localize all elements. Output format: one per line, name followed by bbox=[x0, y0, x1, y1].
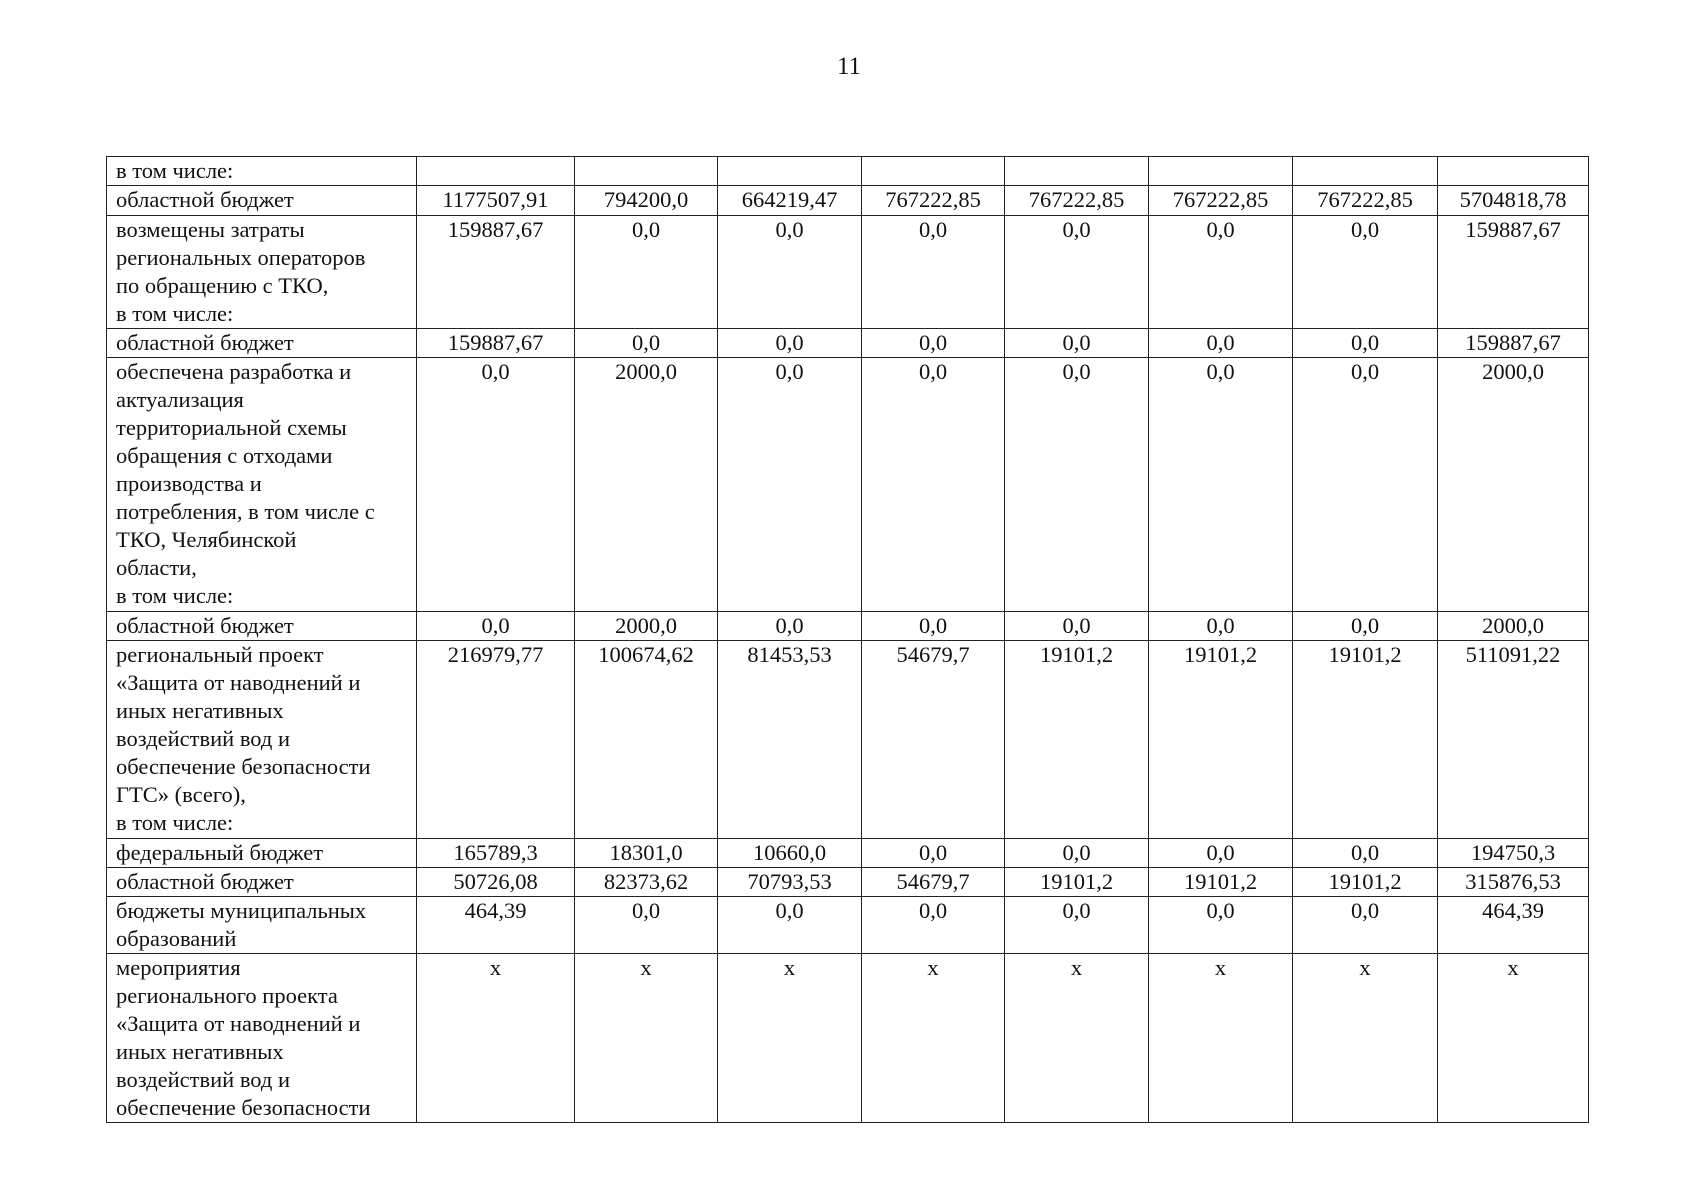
value-cell: 767222,85 bbox=[1005, 186, 1149, 216]
value-cell: 0,0 bbox=[575, 216, 718, 329]
value-cell: 0,0 bbox=[718, 612, 862, 641]
value-cell: 19101,2 bbox=[1005, 641, 1149, 839]
value-cell: 159887,67 bbox=[417, 329, 575, 358]
value-cell: 0,0 bbox=[1293, 897, 1438, 954]
value-cell: 0,0 bbox=[1005, 216, 1149, 329]
value-cell bbox=[862, 157, 1005, 186]
value-cell: 0,0 bbox=[1293, 358, 1438, 612]
row-label-cell: бюджеты муниципальных образований bbox=[107, 897, 417, 954]
row-label-cell: мероприятия регионального проекта «Защита от наводнений и иных негативных воздействий вод и обеспечение безопасности bbox=[107, 954, 417, 1123]
value-cell: 0,0 bbox=[417, 358, 575, 612]
budget-table-body bbox=[107, 157, 1589, 1123]
value-cell: 54679,7 bbox=[862, 641, 1005, 839]
value-cell: x bbox=[1005, 954, 1149, 1123]
value-cell: 0,0 bbox=[718, 216, 862, 329]
value-cell: 0,0 bbox=[1149, 358, 1293, 612]
value-cell: 464,39 bbox=[1438, 897, 1589, 954]
row-label-cell: областной бюджет bbox=[107, 868, 417, 897]
value-cell: 19101,2 bbox=[1293, 868, 1438, 897]
row-label-cell: областной бюджет bbox=[107, 612, 417, 641]
value-cell: 0,0 bbox=[575, 329, 718, 358]
value-cell: 0,0 bbox=[862, 612, 1005, 641]
value-cell: 50726,08 bbox=[417, 868, 575, 897]
value-cell: x bbox=[718, 954, 862, 1123]
value-cell: 82373,62 bbox=[575, 868, 718, 897]
value-cell: 2000,0 bbox=[575, 358, 718, 612]
value-cell bbox=[575, 157, 718, 186]
value-cell: 0,0 bbox=[1149, 839, 1293, 868]
value-cell: 194750,3 bbox=[1438, 839, 1589, 868]
value-cell: 0,0 bbox=[862, 216, 1005, 329]
value-cell: 664219,47 bbox=[718, 186, 862, 216]
value-cell: 0,0 bbox=[575, 897, 718, 954]
value-cell: 0,0 bbox=[718, 329, 862, 358]
value-cell: 315876,53 bbox=[1438, 868, 1589, 897]
value-cell: 794200,0 bbox=[575, 186, 718, 216]
value-cell: 19101,2 bbox=[1293, 641, 1438, 839]
value-cell bbox=[1438, 157, 1589, 186]
value-cell: 0,0 bbox=[718, 897, 862, 954]
value-cell: 0,0 bbox=[862, 358, 1005, 612]
table-row bbox=[107, 897, 1589, 954]
value-cell: 0,0 bbox=[862, 329, 1005, 358]
value-cell bbox=[1293, 157, 1438, 186]
value-cell: 70793,53 bbox=[718, 868, 862, 897]
value-cell: 511091,22 bbox=[1438, 641, 1589, 839]
value-cell: 0,0 bbox=[1005, 897, 1149, 954]
value-cell: 0,0 bbox=[1293, 216, 1438, 329]
row-label-cell: возмещены затраты региональных операторов по обращению с ТКО, в том числе: bbox=[107, 216, 417, 329]
value-cell: 2000,0 bbox=[1438, 358, 1589, 612]
value-cell: 0,0 bbox=[417, 612, 575, 641]
value-cell: 767222,85 bbox=[1149, 186, 1293, 216]
value-cell bbox=[417, 157, 575, 186]
table-row bbox=[107, 358, 1589, 612]
table-row bbox=[107, 612, 1589, 641]
table-row bbox=[107, 641, 1589, 839]
value-cell: 2000,0 bbox=[1438, 612, 1589, 641]
value-cell: 159887,67 bbox=[417, 216, 575, 329]
row-label-cell: в том числе: bbox=[107, 157, 417, 186]
value-cell: x bbox=[575, 954, 718, 1123]
value-cell: 0,0 bbox=[862, 839, 1005, 868]
value-cell bbox=[1005, 157, 1149, 186]
value-cell bbox=[718, 157, 862, 186]
value-cell: 0,0 bbox=[718, 358, 862, 612]
value-cell: 19101,2 bbox=[1149, 641, 1293, 839]
value-cell: 165789,3 bbox=[417, 839, 575, 868]
table-row bbox=[107, 839, 1589, 868]
value-cell: x bbox=[1438, 954, 1589, 1123]
table-row bbox=[107, 186, 1589, 216]
table-row bbox=[107, 868, 1589, 897]
value-cell: 0,0 bbox=[1149, 329, 1293, 358]
value-cell: 767222,85 bbox=[862, 186, 1005, 216]
value-cell: 10660,0 bbox=[718, 839, 862, 868]
value-cell: 19101,2 bbox=[1149, 868, 1293, 897]
value-cell: 0,0 bbox=[1005, 358, 1149, 612]
value-cell: 81453,53 bbox=[718, 641, 862, 839]
value-cell: 0,0 bbox=[1149, 612, 1293, 641]
value-cell: 0,0 bbox=[1005, 839, 1149, 868]
value-cell: 216979,77 bbox=[417, 641, 575, 839]
value-cell: 0,0 bbox=[1149, 897, 1293, 954]
value-cell: 0,0 bbox=[1293, 612, 1438, 641]
value-cell: 464,39 bbox=[417, 897, 575, 954]
row-label-cell: федеральный бюджет bbox=[107, 839, 417, 868]
table-row bbox=[107, 954, 1589, 1123]
row-label-cell: обеспечена разработка и актуализация территориальной схемы обращения с отходами производства и потребления, в том числе с ТКО, Челябинской области, в том числе: bbox=[107, 358, 417, 612]
value-cell: x bbox=[862, 954, 1005, 1123]
value-cell bbox=[1149, 157, 1293, 186]
value-cell: 0,0 bbox=[1293, 329, 1438, 358]
value-cell: x bbox=[417, 954, 575, 1123]
value-cell: 5704818,78 bbox=[1438, 186, 1589, 216]
value-cell: 18301,0 bbox=[575, 839, 718, 868]
value-cell: x bbox=[1293, 954, 1438, 1123]
value-cell: 2000,0 bbox=[575, 612, 718, 641]
value-cell: 54679,7 bbox=[862, 868, 1005, 897]
table-row bbox=[107, 329, 1589, 358]
page-number: 11 bbox=[836, 53, 862, 80]
value-cell: 767222,85 bbox=[1293, 186, 1438, 216]
row-label-cell: региональный проект «Защита от наводнений и иных негативных воздействий вод и обеспечение безопасности ГТС» (всего), в том числе: bbox=[107, 641, 417, 839]
value-cell: 0,0 bbox=[1149, 216, 1293, 329]
value-cell: 19101,2 bbox=[1005, 868, 1149, 897]
value-cell: 0,0 bbox=[1005, 329, 1149, 358]
value-cell: 100674,62 bbox=[575, 641, 718, 839]
value-cell: 0,0 bbox=[862, 897, 1005, 954]
value-cell: 0,0 bbox=[1293, 839, 1438, 868]
table-row bbox=[107, 216, 1589, 329]
row-label-cell: областной бюджет bbox=[107, 186, 417, 216]
value-cell: 159887,67 bbox=[1438, 329, 1589, 358]
row-label-cell: областной бюджет bbox=[107, 329, 417, 358]
value-cell: 159887,67 bbox=[1438, 216, 1589, 329]
value-cell: 0,0 bbox=[1005, 612, 1149, 641]
table-row bbox=[107, 157, 1589, 186]
budget-table bbox=[106, 156, 1589, 1123]
value-cell: 1177507,91 bbox=[417, 186, 575, 216]
value-cell: x bbox=[1149, 954, 1293, 1123]
